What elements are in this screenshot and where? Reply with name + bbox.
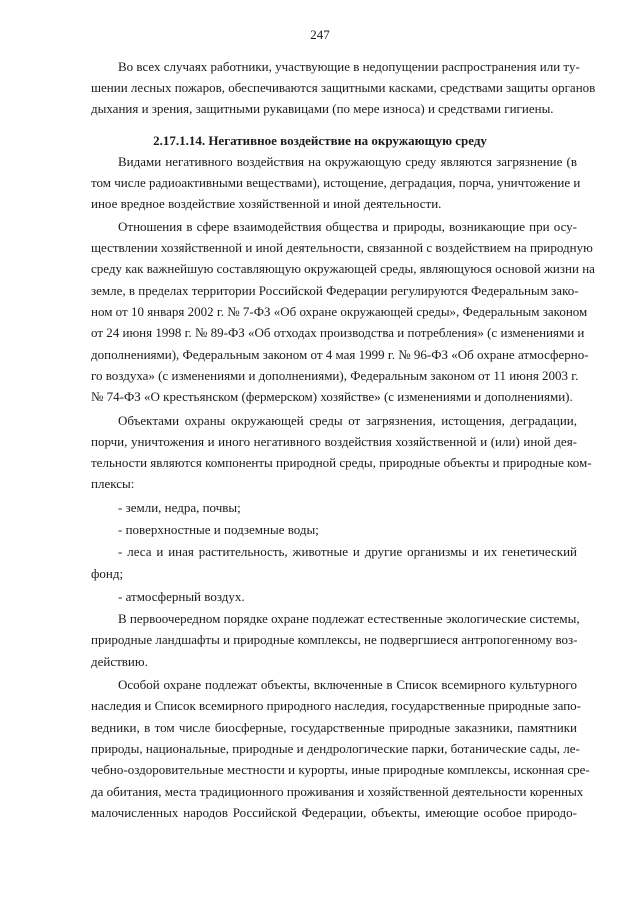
- text-line: да обитания, места традиционного проживания и хозяйственной деятельности коренных: [91, 784, 584, 799]
- text-line: среду как важнейшую составляющую окружающей среды, являющуюся основой жизни на: [91, 261, 595, 276]
- text-line: Особой охране подлежат объекты, включенные в Список всемирного культурного: [118, 677, 577, 692]
- text-line: - поверхностные и подземные воды;: [118, 522, 319, 537]
- text-line: фонд;: [91, 566, 124, 581]
- text-line: дополнениями), Федеральным законом от 4 мая 1999 г. № 96-ФЗ «Об охране атмосферно-: [91, 347, 589, 362]
- text-line: чебно-оздоровительные местности и курорты, иные природные комплексы, исконная сре-: [91, 762, 590, 777]
- text-line: действию.: [91, 654, 148, 669]
- text-line: ном от 10 января 2002 г. № 7-ФЗ «Об охране окружающей среды», Федеральным законом: [91, 304, 588, 319]
- page-number: 247: [310, 27, 330, 42]
- text-line: от 24 июня 1998 г. № 89-ФЗ «Об отходах производства и потребления» (с изменениями и: [91, 325, 585, 340]
- text-line: Видами негативного воздействия на окружающую среду являются загрязнение (в: [118, 154, 577, 169]
- text-line: тельности являются компоненты природной среды, природные объекты и природные ком-: [91, 455, 592, 470]
- text-line: Во всех случаях работники, участвующие в недопущении распространения или ту-: [118, 59, 580, 74]
- section-heading: 2.17.1.14. Негативное воздействие на окружающую среду: [153, 133, 487, 148]
- text-line: шении лесных пожаров, обеспечиваются защитными касками, средствами защиты органов: [91, 80, 596, 95]
- text-line: го воздуха» (с изменениями и дополнениями), Федеральным законом от 11 июня 2003 г.: [91, 368, 579, 383]
- text-line: малочисленных народов Российской Федерации, объекты, имеющие особое природо-: [91, 805, 577, 820]
- text-line: - атмосферный воздух.: [118, 589, 245, 604]
- text-line: Объектами охраны окружающей среды от загрязнения, истощения, деградации,: [118, 413, 577, 428]
- text-line: иное вредное воздействие хозяйственной и иной деятельности.: [91, 196, 442, 211]
- text-line: порчи, уничтожения и иного негативного воздействия хозяйственной и (или) иной дея-: [91, 434, 577, 449]
- text-line: том числе радиоактивными веществами), истощение, деградация, порча, уничтожение и: [91, 175, 581, 190]
- text-line: № 74-ФЗ «О крестьянском (фермерском) хозяйстве» (с изменениями и дополнениями).: [91, 389, 573, 404]
- text-line: природы, национальные, природные и дендрологические парки, ботанические сады, ле-: [91, 741, 580, 756]
- text-line: дыхания и зрения, защитными рукавицами (по мере износа) и средствами гигиены.: [91, 101, 554, 116]
- text-line: земле, в пределах территории Российской Федерации регулируются Федеральным зако-: [91, 283, 579, 298]
- text-line: плексы:: [91, 476, 135, 491]
- text-line: В первоочередном порядке охране подлежат естественные экологические системы,: [118, 611, 580, 626]
- text-line: ведники, в том числе биосферные, государственные природные заказники, памятники: [91, 720, 577, 735]
- text-line: ществлении хозяйственной и иной деятельности, связанной с воздействием на природную: [91, 240, 593, 255]
- text-line: - земли, недра, почвы;: [118, 500, 241, 515]
- text-line: Отношения в сфере взаимодействия общества и природы, возникающие при осу-: [118, 219, 577, 234]
- text-line: - леса и иная растительность, животные и другие организмы и их генетический: [118, 544, 577, 559]
- text-line: наследия и Список всемирного природного наследия, государственные природные запо-: [91, 698, 582, 713]
- text-line: природные ландшафты и природные комплексы, не подвергшиеся антропогенному воз-: [91, 632, 578, 647]
